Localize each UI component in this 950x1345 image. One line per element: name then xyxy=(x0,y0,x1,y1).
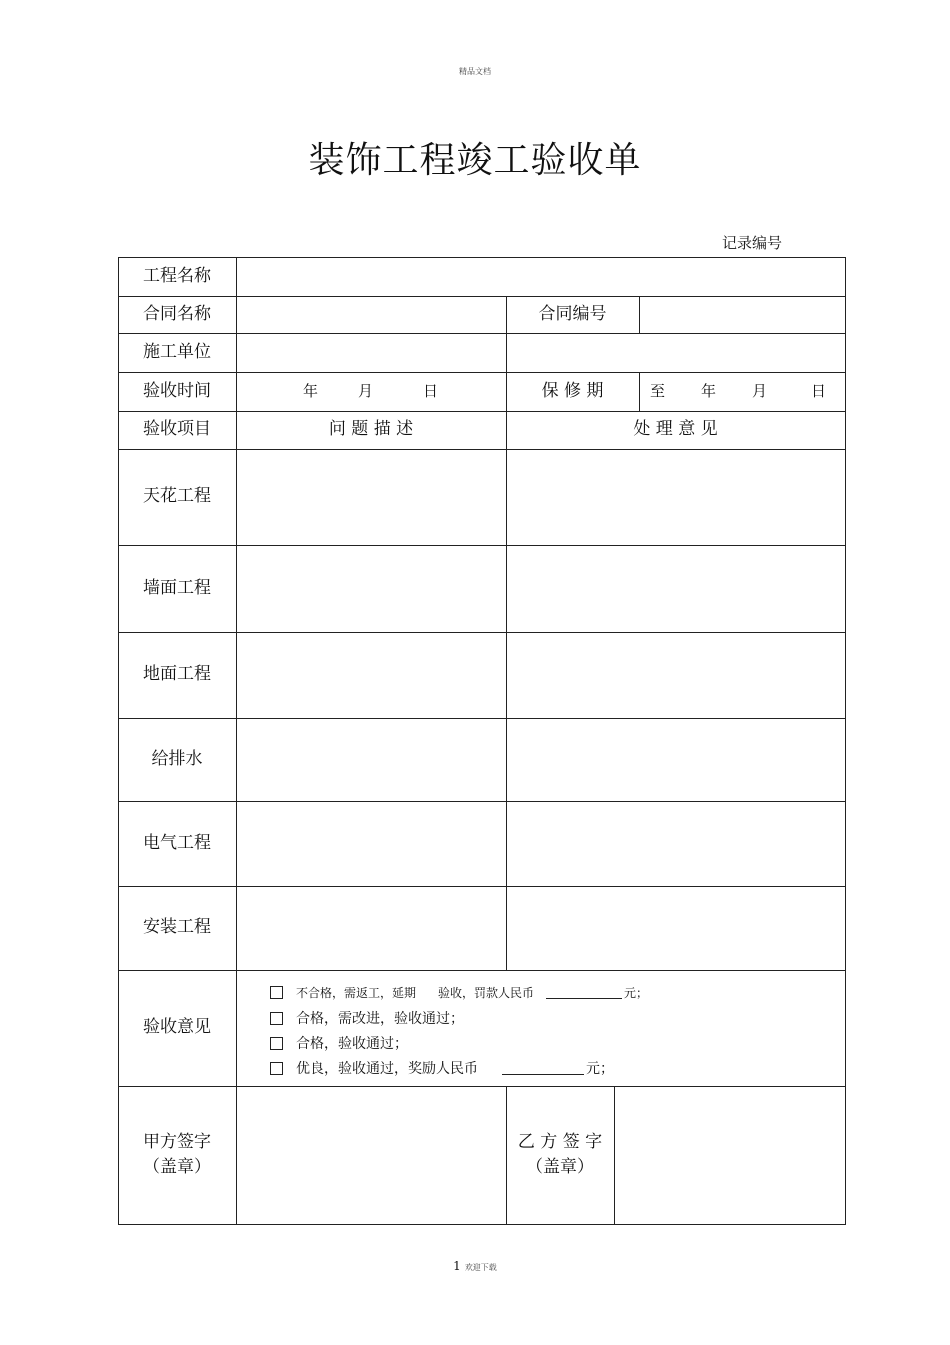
wall-problem-field[interactable] xyxy=(237,546,505,631)
year-text: 年 xyxy=(701,382,717,401)
option-text: 优良，验收通过，奖励人民币 xyxy=(296,1061,478,1077)
construction-unit-label: 施工单位 xyxy=(143,341,211,362)
item-label-floor: 地面工程 xyxy=(143,664,211,685)
floor-opinion-field[interactable] xyxy=(507,633,844,717)
floor-problem-field[interactable] xyxy=(237,633,505,717)
option-text: 合格，需改进，验收通过； xyxy=(296,1011,464,1027)
option-text-mid: 验收，罚款人民币 xyxy=(438,986,535,1000)
grid-line xyxy=(845,257,846,1224)
project-name-field[interactable] xyxy=(237,258,845,295)
problem-description-header: 问 题 描 述 xyxy=(328,419,414,440)
handling-opinion-header: 处 理 意 见 xyxy=(633,419,718,440)
day-text: 日 xyxy=(423,382,439,401)
ceiling-opinion-field[interactable] xyxy=(507,450,844,544)
contract-name-field[interactable] xyxy=(237,297,505,332)
electrical-opinion-field[interactable] xyxy=(507,802,844,885)
seal-text: （盖章） xyxy=(526,1157,594,1177)
opinion-option-fail[interactable] xyxy=(270,984,648,1001)
checkbox[interactable] xyxy=(270,1012,283,1025)
reward-amount-blank[interactable] xyxy=(502,1062,584,1075)
day-text: 日 xyxy=(811,382,827,401)
electrical-problem-field[interactable] xyxy=(237,802,505,885)
checkbox[interactable] xyxy=(270,1037,283,1050)
construction-unit-extra-field[interactable] xyxy=(507,334,844,371)
grid-line xyxy=(118,1224,846,1225)
party-b-signature-field[interactable] xyxy=(615,1087,844,1223)
checkbox[interactable] xyxy=(270,986,283,999)
party-b-signature-label xyxy=(506,1086,614,1224)
project-name-label: 工程名称 xyxy=(143,265,211,286)
acceptance-time-label: 验收时间 xyxy=(143,380,211,401)
installation-problem-field[interactable] xyxy=(237,887,505,969)
party-a-signature-field[interactable] xyxy=(237,1087,505,1223)
checkbox[interactable] xyxy=(270,1062,283,1075)
acceptance-item-label: 验收项目 xyxy=(143,419,211,440)
warranty-period-label: 保 修 期 xyxy=(541,380,604,401)
option-suffix: 元； xyxy=(586,1061,614,1077)
plumbing-problem-field[interactable] xyxy=(237,719,505,800)
plumbing-opinion-field[interactable] xyxy=(507,719,844,800)
ceiling-problem-field[interactable] xyxy=(237,450,505,544)
item-label-plumbing: 给排水 xyxy=(151,748,203,769)
item-label-ceiling: 天花工程 xyxy=(143,486,211,507)
page-footer xyxy=(0,1259,950,1273)
penalty-amount-blank[interactable] xyxy=(546,986,622,999)
option-text: 合格，验收通过； xyxy=(296,1036,408,1052)
warranty-date-field[interactable] xyxy=(640,372,844,411)
page-number: 1 xyxy=(453,1259,461,1273)
month-text: 月 xyxy=(752,382,768,401)
contract-number-label: 合同编号 xyxy=(538,303,607,324)
installation-opinion-field[interactable] xyxy=(507,887,844,969)
party-a-text: 甲方签字 xyxy=(143,1131,211,1152)
wall-opinion-field[interactable] xyxy=(507,546,844,631)
item-label-installation: 安装工程 xyxy=(143,917,211,938)
acceptance-opinion-label: 验收意见 xyxy=(143,1017,211,1038)
document-title: 装饰工程竣工验收单 xyxy=(308,140,642,181)
item-label-wall: 墙面工程 xyxy=(143,577,211,598)
to-text: 至 xyxy=(650,382,666,401)
opinion-option-pass[interactable] xyxy=(270,1033,408,1053)
construction-unit-field[interactable] xyxy=(237,334,505,371)
record-number-label: 记录编号 xyxy=(722,234,783,252)
month-text: 月 xyxy=(358,382,374,401)
party-a-signature-label xyxy=(118,1086,236,1224)
option-suffix: 元； xyxy=(624,986,649,1000)
contract-name-label: 合同名称 xyxy=(143,303,211,324)
opinion-option-pass-improve[interactable] xyxy=(270,1008,464,1028)
footer-note: 欢迎下载 xyxy=(464,1263,497,1272)
year-text: 年 xyxy=(303,382,319,401)
header-note: 精品文档 xyxy=(459,67,491,76)
contract-number-field[interactable] xyxy=(640,297,844,332)
seal-text: （盖章） xyxy=(143,1157,211,1177)
party-b-text: 乙 方 签 字 xyxy=(517,1131,603,1152)
option-text: 不合格，需返工，延期 xyxy=(296,986,417,1000)
opinion-option-excellent[interactable] xyxy=(270,1058,614,1078)
item-label-electrical: 电气工程 xyxy=(143,832,211,853)
acceptance-date-field[interactable] xyxy=(237,372,505,411)
